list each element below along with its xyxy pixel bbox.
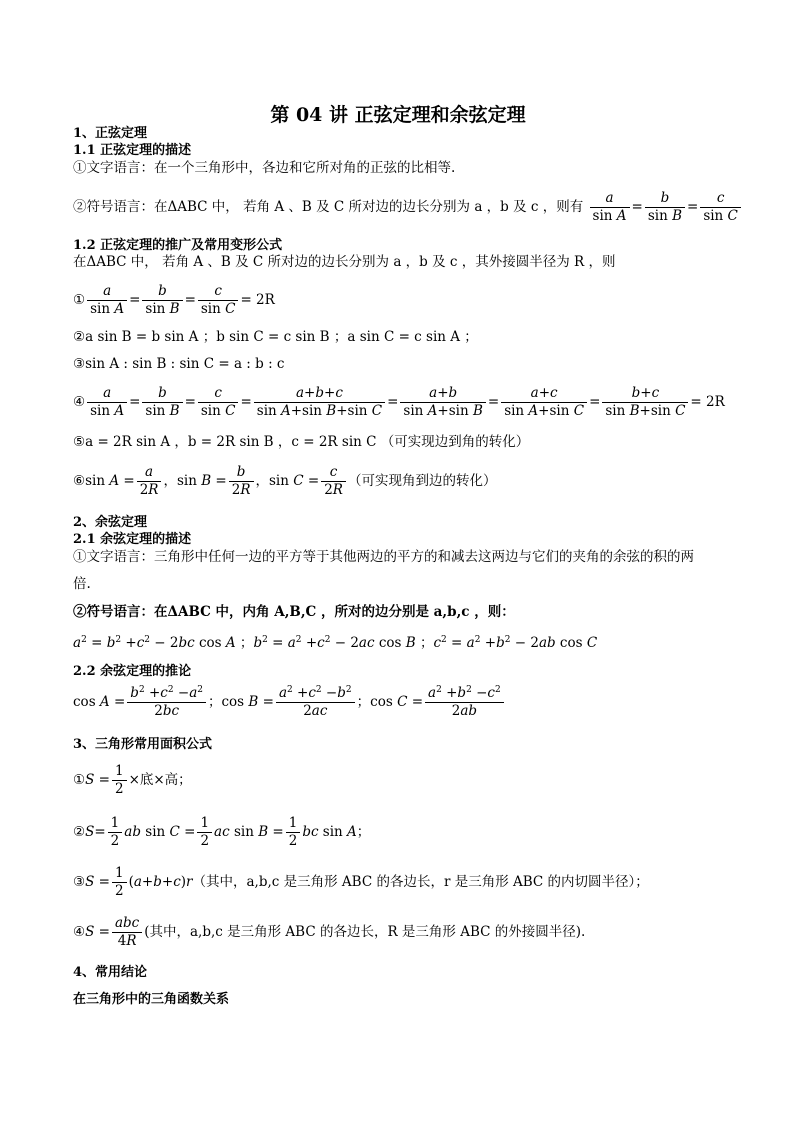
fraction: $\frac{a^2 +b^2 -c^2}{2ab}$ xyxy=(425,685,504,720)
fraction: $\frac{c}{\text{sin C}}$ xyxy=(700,190,741,225)
sine-law-symbol-line: ②符号语言：在ΔABC 中， 若角 A 、B 及 C 所对边的边长分别为 a ，b 及 c ，则有 $\frac{a}{\text{sin A}}$ = $\frac{b}{\text{sin B}}$ = $\frac{c}{\text{sin C}}$ xyxy=(73,190,743,225)
fraction: $\frac{a}{\text{sin A}}$ xyxy=(590,190,630,225)
fraction: $\frac{b}{\text{sin B}}$ xyxy=(645,190,685,225)
subsection-1-2-heading: 1.2 正弦定理的推广及常用变形公式 xyxy=(73,238,283,253)
formula-1-5: ⑤a = 2R sin A ，b = 2R sin B ，c = 2R sin C （可实现边到角的转化） xyxy=(73,434,530,450)
subsection-1-1-heading: 1.1 正弦定理的描述 xyxy=(73,143,192,158)
area-formula-3-note: （其中，a,b,c 是三角形 ABC 的各边长，r 是三角形 ABC 的内切圆半径）； xyxy=(192,873,649,890)
fraction: $\frac{1}{2}$ xyxy=(197,815,212,850)
fraction: $\frac{\text{abc}}{4R}$ xyxy=(112,915,142,950)
fraction: $\frac{a+b}{\text{sin A+sin B}}$ xyxy=(400,385,485,420)
fraction: $\frac{a+c}{\text{sin A+sin C}}$ xyxy=(501,385,587,420)
subsection-2-1-heading: 2.1 余弦定理的描述 xyxy=(73,532,192,547)
sine-law-text-description: ①文字语言：在一个三角形中，各边和它所对角的正弦的比相等. xyxy=(73,160,456,176)
sine-law-symbol-prefix: ②符号语言：在ΔABC 中， 若角 A 、B 及 C 所对边的边长分别为 a ，b 及 c ，则有 xyxy=(73,198,584,215)
fraction: $\frac{a+b+c}{\text{sin A+sin B+sin C}}$ xyxy=(254,385,385,420)
formula-1-6: ⑥sin A = $\frac{a}{2R}$ ，sin B = $\frac{b}{2R}$ ，sin C = $\frac{c}{2R}$ （可实现角到边的转化） xyxy=(73,464,497,498)
section-2-heading: 2、余弦定理 xyxy=(73,515,148,530)
fraction: $\frac{b}{\text{sin B}}$ xyxy=(142,283,182,318)
formula-1-3: ③sin A : sin B : sin C = a : b : c xyxy=(73,356,285,372)
formula-1-4: ④ $\frac{a}{\text{sin A}}$ = $\frac{b}{\text{sin B}}$ = $\frac{c}{\text{sin C}}$ = $\frac{a+b+c}{\text{sin A+sin B+sin C}}$ = $\frac{a+b}{\text{sin A+sin B}}$ = $\frac{a+c}{\text{sin A+sin C}}$ = $\frac{b+c}{\text{sin B+sin C}}$ = 2R xyxy=(73,385,725,419)
formula-1-4-tail: = 2R xyxy=(690,393,725,410)
section-4-heading: 4、常用结论 xyxy=(73,965,148,980)
cosine-law-symbol-intro: ②符号语言：在ΔABC 中，内角 A,B,C ，所对的边分别是 a,b,c ，则： xyxy=(73,604,515,620)
fraction: $\frac{1}{2}$ xyxy=(108,815,123,850)
page-title: 第 04 讲 正弦定理和余弦定理 xyxy=(270,104,526,126)
area-formula-4: ④S = $\frac{\text{abc}}{4R}$ (其中，a,b,c 是三角形 ABC 的各边长，R 是三角形 ABC 的外接圆半径). xyxy=(73,915,586,949)
cosine-law-formulas: $a^2 = b^2 +c^2 - 2bc$ cos A ；$b^2 = a^2 +c^2 - 2ac$ cos B ；$c^2 = a^2 +b^2 - 2ab$ cos C xyxy=(73,635,598,651)
cosine-law-text-line2: 倍. xyxy=(73,576,91,592)
fraction: $\frac{b+c}{\text{sin B+sin C}}$ xyxy=(602,385,688,420)
fraction: $\frac{a}{\text{sin A}}$ xyxy=(87,283,127,318)
section-3-heading: 3、三角形常用面积公式 xyxy=(73,737,213,752)
fraction: $\frac{1}{2}$ xyxy=(112,865,127,900)
cosine-law-text-line1: ①文字语言：三角形中任何一边的平方等于其他两边的平方的和减去这两边与它们的夹角的余弦的积的两 xyxy=(73,549,694,565)
fraction: $\frac{1}{2}$ xyxy=(286,815,301,850)
formula-1-1-tail: = 2R xyxy=(240,291,275,308)
sine-law-extension-intro: 在ΔABC 中， 若角 A 、B 及 C 所对边的边长分别为 a ，b 及 c ，其外接圆半径为 R ，则 xyxy=(73,254,616,270)
section-4-subheading: 在三角形中的三角函数关系 xyxy=(73,992,230,1007)
fraction: $\frac{a}{\text{sin A}}$ xyxy=(87,385,127,420)
fraction: $\frac{b^2 +c^2 -a^2}{2bc}$ xyxy=(127,685,206,720)
fraction: $\frac{a}{2R}$ xyxy=(137,464,162,499)
fraction: $\frac{a^2 +c^2 -b^2}{2ac}$ xyxy=(276,685,355,720)
fraction: $\frac{c}{2R}$ xyxy=(321,464,346,499)
formula-1-1: ① $\frac{a}{\text{sin A}}$ = $\frac{b}{\text{sin B}}$ = $\frac{c}{\text{sin C}}$ = 2R xyxy=(73,283,275,317)
fraction: $\frac{1}{2}$ xyxy=(112,763,127,798)
area-formula-1: ①S = $\frac{1}{2}$ ×底×高； xyxy=(73,763,192,797)
fraction: $\frac{b}{2R}$ xyxy=(229,464,254,499)
area-formula-4-note: (其中，a,b,c 是三角形 ABC 的各边长，R 是三角形 ABC 的外接圆半径). xyxy=(144,923,586,940)
area-formula-2: ②S= $\frac{1}{2}$ ab sin C = $\frac{1}{2}$ ac sin B = $\frac{1}{2}$ bc sin A； xyxy=(73,815,371,849)
area-formula-3: ③S = $\frac{1}{2}$ (a+b+c)r（其中，a,b,c 是三角形 ABC 的各边长，r 是三角形 ABC 的内切圆半径）； xyxy=(73,865,649,899)
cosine-law-corollary: cos A = $\frac{b^2 +c^2 -a^2}{2bc}$ ；cos B = $\frac{a^2 +c^2 -b^2}{2ac}$ ；cos C = $\frac{a^2 +b^2 -c^2}{2ab}$ xyxy=(73,685,506,720)
fraction: $\frac{c}{\text{sin C}}$ xyxy=(198,385,239,420)
fraction: $\frac{c}{\text{sin C}}$ xyxy=(198,283,239,318)
area-formula-1-tail: ×底×高； xyxy=(128,771,192,788)
formula-1-6-note: （可实现角到边的转化） xyxy=(347,472,497,489)
formula-1-2: ②a sin B = b sin A ；b sin C = c sin B ；a sin C = c sin A ； xyxy=(73,329,478,345)
section-1-heading: 1、正弦定理 xyxy=(73,126,148,141)
fraction: $\frac{b}{\text{sin B}}$ xyxy=(142,385,182,420)
subsection-2-2-heading: 2.2 余弦定理的推论 xyxy=(73,664,192,679)
